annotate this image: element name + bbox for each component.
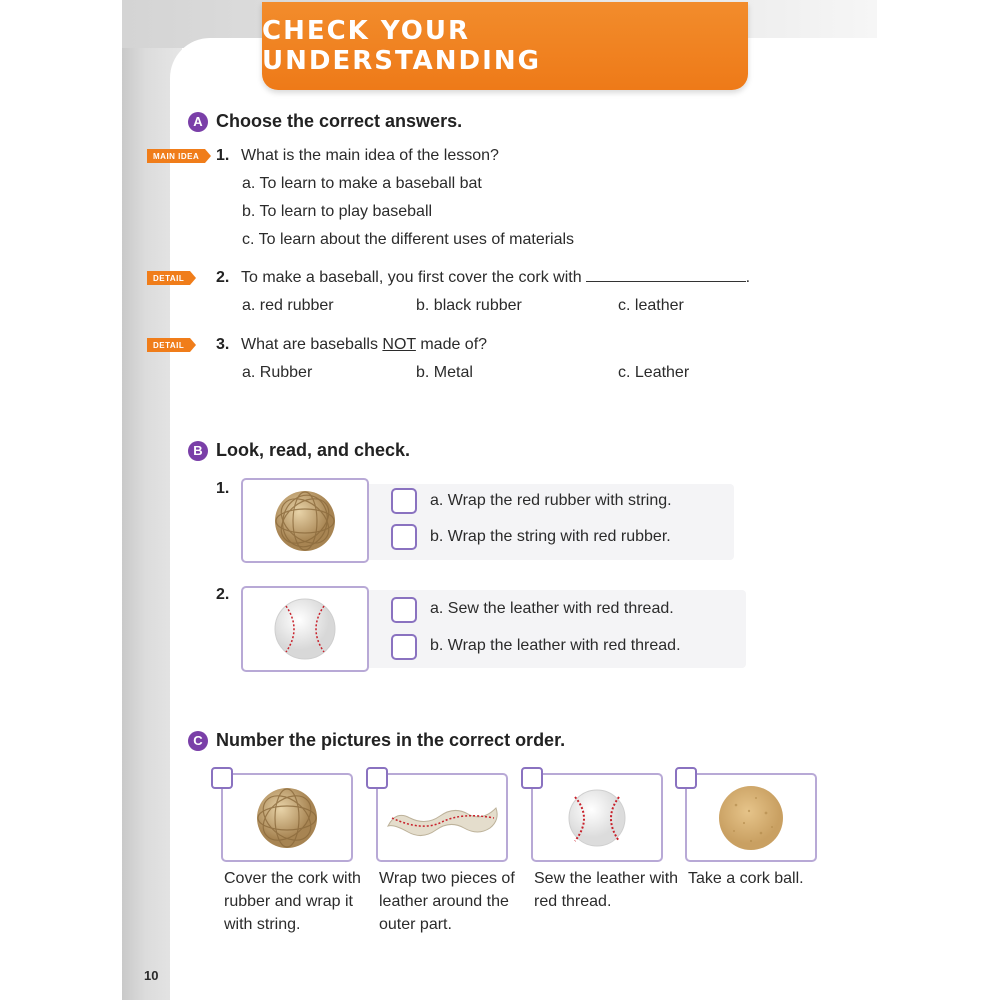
answer-blank[interactable] — [586, 269, 746, 282]
question-2-text — [241, 269, 750, 287]
check-item-2-image — [241, 586, 369, 672]
page-number: 10 — [144, 968, 159, 983]
question-2-option-c[interactable]: c. leather — [618, 297, 684, 314]
section-a-title: Choose the correct answers. — [216, 111, 463, 131]
order-card-1-caption: Cover the cork with rubber and wrap it with string. — [224, 870, 361, 933]
question-2-option-a[interactable]: a. red rubber — [242, 297, 334, 314]
question-3-number: 3. — [216, 336, 230, 353]
order-card-3-number-box[interactable] — [521, 767, 543, 789]
question-1-option-b[interactable]: b. To learn to play baseball — [242, 203, 433, 220]
check-item-2-option-b: b. Wrap the leather with red thread. — [430, 637, 681, 654]
question-2-option-b[interactable]: b. black rubber — [416, 297, 522, 314]
section-b-header — [188, 440, 410, 461]
order-card-2-image — [376, 773, 508, 862]
check-item-1-number: 1. — [216, 480, 230, 497]
check-item-2-checkbox-a[interactable] — [391, 597, 417, 623]
question-1-number: 1. — [216, 147, 230, 164]
question-1-text: What is the main idea of the lesson? — [241, 147, 499, 164]
question-2-period: . — [745, 269, 751, 286]
rubber-band-ball-icon — [272, 488, 338, 554]
order-card-3-caption: Sew the leather with red thread. — [534, 870, 679, 910]
check-item-1-option-b: b. Wrap the string with red rubber. — [430, 528, 671, 545]
section-a-badge: A — [188, 112, 208, 132]
order-card-2-number-box[interactable] — [366, 767, 388, 789]
question-3-text — [241, 336, 487, 354]
question-3-option-c[interactable]: c. Leather — [618, 364, 690, 381]
question-2-number: 2. — [216, 269, 230, 286]
check-item-1-option-a: a. Wrap the red rubber with string. — [430, 492, 672, 509]
question-3-option-b[interactable]: b. Metal — [416, 364, 473, 381]
rubber-band-ball-icon — [254, 785, 320, 851]
section-b-badge: B — [188, 441, 208, 461]
question-3-option-a[interactable]: a. Rubber — [242, 364, 313, 381]
question-2-prompt: To make a baseball, you first cover the cork with — [241, 269, 582, 286]
page-title: CHECK YOUR UNDERSTANDING — [262, 16, 541, 76]
leather-pieces-icon — [382, 788, 502, 848]
question-1-option-c[interactable]: c. To learn about the different uses of materials — [242, 231, 575, 248]
order-card-1-image — [221, 773, 353, 862]
section-c-header — [188, 730, 565, 751]
detail-tag: DETAIL — [147, 271, 190, 285]
order-card-3-image — [531, 773, 663, 862]
order-card-4-image — [685, 773, 817, 862]
stitched-baseball-icon — [557, 785, 637, 851]
check-item-1-checkbox-a[interactable] — [391, 488, 417, 514]
check-item-2-option-a: a. Sew the leather with red thread. — [430, 600, 674, 617]
cork-ball-icon — [716, 783, 786, 853]
question-1-option-a[interactable]: a. To learn to make a baseball bat — [242, 175, 482, 192]
section-a-header — [188, 111, 462, 132]
title-banner — [262, 2, 748, 90]
section-c-badge: C — [188, 731, 208, 751]
order-card-4-caption: Take a cork ball. — [688, 870, 804, 887]
question-3-text-after: made of? — [415, 336, 488, 353]
check-item-1-image — [241, 478, 369, 563]
question-3-text-underlined: NOT — [382, 336, 416, 353]
order-card-2-caption: Wrap two pieces of leather around the outer part. — [379, 870, 515, 933]
section-b-title: Look, read, and check. — [216, 440, 411, 460]
main-idea-tag: MAIN IDEA — [147, 149, 205, 163]
question-3-text-before: What are baseballs — [241, 336, 383, 353]
check-item-2-checkbox-b[interactable] — [391, 634, 417, 660]
order-card-1-number-box[interactable] — [211, 767, 233, 789]
order-card-4-number-box[interactable] — [675, 767, 697, 789]
check-item-2-number: 2. — [216, 586, 230, 603]
check-item-1-checkbox-b[interactable] — [391, 524, 417, 550]
detail-tag: DETAIL — [147, 338, 190, 352]
section-c-title: Number the pictures in the correct order. — [216, 730, 566, 750]
baseball-icon — [272, 596, 338, 662]
